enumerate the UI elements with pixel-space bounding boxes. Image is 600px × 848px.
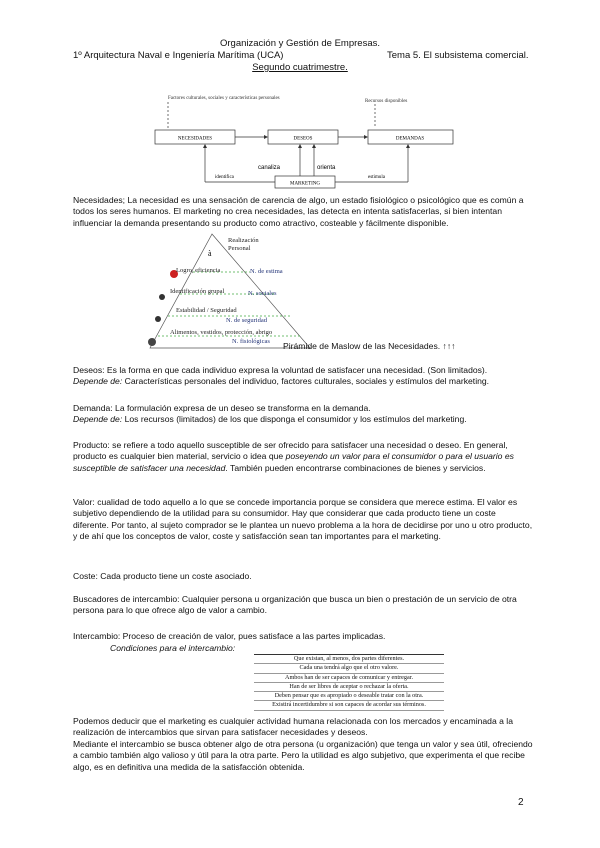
lbl-canaliza: canaliza — [258, 165, 281, 171]
demanda-paragraph: Demanda: La formulación expresa de un deseo se transforma en la demanda. Depende de: Los recursos (limitados) de los que disponga el consumidor y los estímulos del marketing. — [73, 403, 467, 425]
pyr-need-4: N. fisiológicas — [232, 338, 270, 345]
page-number: 2 — [518, 797, 524, 808]
pyr-level-1: Realización Personal — [228, 237, 259, 252]
coste-paragraph: Coste: Cada producto tiene un coste asociado. — [73, 571, 252, 581]
pyr-level-5: Alimentos, vestidos, protección, abrigo — [170, 329, 273, 336]
pyr-level-3: Identificación grupal — [170, 288, 225, 295]
figure-icon — [155, 316, 161, 322]
figure-icon — [148, 338, 156, 346]
condition-item: Que existan, al menos, dos partes diferentes. — [254, 655, 444, 664]
condition-item: Cada una tendrá algo que el otro valore. — [254, 664, 444, 673]
svg-text:à: à — [208, 249, 212, 258]
marketing-diagram — [150, 92, 460, 190]
conclusion-paragraph: Podemos deducir que el marketing es cualquier actividad humana relacionada con los mercados y encaminada a la realización de intercambios que sirvan para satisfacer necesidades y deseos. Mediante el intercambio se busca obtener algo de otra persona (u organización) que tenga un valor y sea útil, ofreciendo a cambio también algo valioso y útil para la otra parte. Pero la utilidad es algo subjetivo, que experimenta el que recibe algo, es en definitiva una medida de la satisfacción obtenida. — [73, 716, 533, 772]
pyramid-caption: Pirámide de Maslow de las Necesidades. ↑↑↑ — [283, 341, 456, 351]
pyr-need-3: N. de seguridad — [226, 317, 267, 324]
pyr-level-4: Estabilidad / Seguridad — [176, 307, 237, 314]
svg-text:MARKETING: MARKETING — [290, 181, 320, 187]
conditions-list — [254, 654, 444, 711]
header-line1: Organización y Gestión de Empresas. — [220, 38, 380, 49]
pyr-level-2: Logro, eficiencia — [176, 267, 221, 274]
maslow-pyramid — [140, 232, 320, 350]
diagram-top-left: Factores culturales, sociales y características personales — [168, 96, 280, 101]
header-course: 1º Arquitectura Naval e Ingeniería Marítima (UCA) — [73, 50, 284, 61]
svg-text:NECESIDADES: NECESIDADES — [177, 136, 213, 142]
necesidades-paragraph: Necesidades; La necesidad es una sensación de carencia de algo, un estado fisiológico o psicológico que es común a todos los seres humanos. El marketing no crea necesidades, las detecta en intenta satisfacerlas, si bien intentan influenciar la demanda presentando su producto como atractivo, costeable y fácilmente disponible. — [73, 195, 524, 228]
intercambio-paragraph: Intercambio: Proceso de creación de valor, pues satisface a las partes implicadas. — [73, 631, 386, 641]
lbl-orienta: orienta — [317, 165, 336, 171]
condition-item: Existirá incertidumbre si son capaces de acordar sus términos. — [254, 701, 444, 710]
condition-item: Deben pensar que es apropiado o deseable tratar con la otra. — [254, 692, 444, 701]
condition-item: Han de ser libres de aceptar o rechazar la oferta. — [254, 683, 444, 692]
deseos-paragraph: Deseos: Es la forma en que cada individuo expresa la voluntad de satisfacer una necesidad. (Son limitados). Depende de: Características personales del individuo, factores culturales, sociales y estímulos del marketing. — [73, 365, 490, 387]
lbl-identifica: identifica — [215, 175, 234, 180]
valor-paragraph: Valor: cualidad de todo aquello a lo que se concede importancia porque se considera que merece estima. El valor es subjetivo dependiendo de la utilidad para su consumidor. Hay que considerar que cada producto tiene un coste diferente. Por tanto, al sujeto comprador se le plantea un nuevo problema a la hora de decidirse por uno u otro producto, y de ahí que los conceptos de valor, coste y satisfacción sean tan importantes para el marketing. — [73, 497, 533, 542]
svg-text:DESEOS: DESEOS — [293, 136, 313, 142]
conditions-heading: Condiciones para el intercambio: — [110, 643, 236, 653]
figure-icon — [159, 294, 165, 300]
pyr-need-2: N. sociales — [248, 290, 277, 297]
lbl-estimula: estimula — [368, 175, 385, 180]
pyr-need-1: N. de estima — [250, 268, 283, 275]
condition-item: Ambos han de ser capaces de comunicar y entregar. — [254, 674, 444, 683]
header-topic: Tema 5. El subsistema comercial. — [387, 50, 529, 61]
svg-text:DEMANDAS: DEMANDAS — [395, 136, 425, 142]
producto-paragraph: Producto: se refiere a todo aquello susceptible de ser ofrecido para satisfacer una necesidad o deseo. En general, producto es cualquier bien material, servicio o idea que poseyendo un valor para el consumidor o para el usuario es susceptible de satisfacer una necesidad. También pueden encontrarse combinaciones de bienes y servicios. — [73, 440, 514, 473]
diagram-top-right: Recursos disponibles — [365, 99, 408, 104]
buscadores-paragraph: Buscadores de intercambio: Cualquier persona u organización que busca un bien o prestación de un servicio de otra persona para lo que ofrece algo de valor a cambio. — [73, 594, 517, 616]
header-term: Segundo cuatrimestre. — [252, 62, 348, 73]
